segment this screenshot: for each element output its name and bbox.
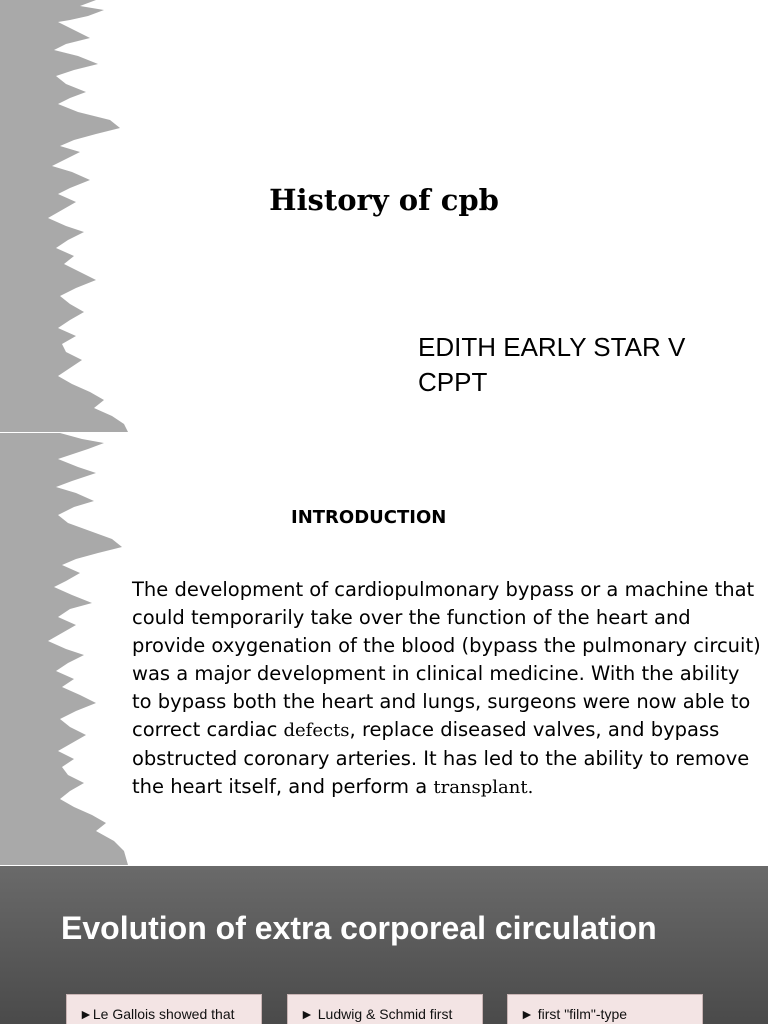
title-slide	[0, 0, 768, 432]
author-block	[418, 330, 758, 400]
introduction-paragraph	[132, 576, 764, 802]
evolution-slide	[0, 866, 768, 1024]
timeline-box: ► Ludwig & Schmid first	[287, 994, 483, 1024]
author-credential: CPPT	[418, 367, 488, 397]
paragraph-serif-word: transplant.	[433, 777, 534, 798]
torn-paper-decoration	[0, 433, 130, 865]
author-name: EDITH EARLY STAR V	[418, 332, 686, 362]
slide-title: Evolution of extra corporeal circulation	[61, 910, 657, 946]
timeline-box: ► first "film"-type	[507, 994, 703, 1024]
paragraph-text: , replace diseased valves, and bypass obstructed coronary arteries. It has led to the ability to remove the heart itself, and perform a	[132, 718, 750, 798]
paragraph-serif-word: defects	[283, 720, 350, 741]
introduction-slide	[0, 433, 768, 865]
timeline-box: ►Le Gallois showed that	[66, 994, 262, 1024]
section-heading: INTRODUCTION	[291, 507, 447, 528]
slide-title: History of cpb	[269, 183, 499, 217]
paragraph-text: The development of cardiopulmonary bypass or a machine that could temporarily take over the function of the heart and provide oxygenation of the blood (bypass the pulmonary circuit) was a major development in clinical medicine. With the ability to bypass both the heart and lungs, surgeons were now able to correct cardiac	[132, 578, 761, 741]
